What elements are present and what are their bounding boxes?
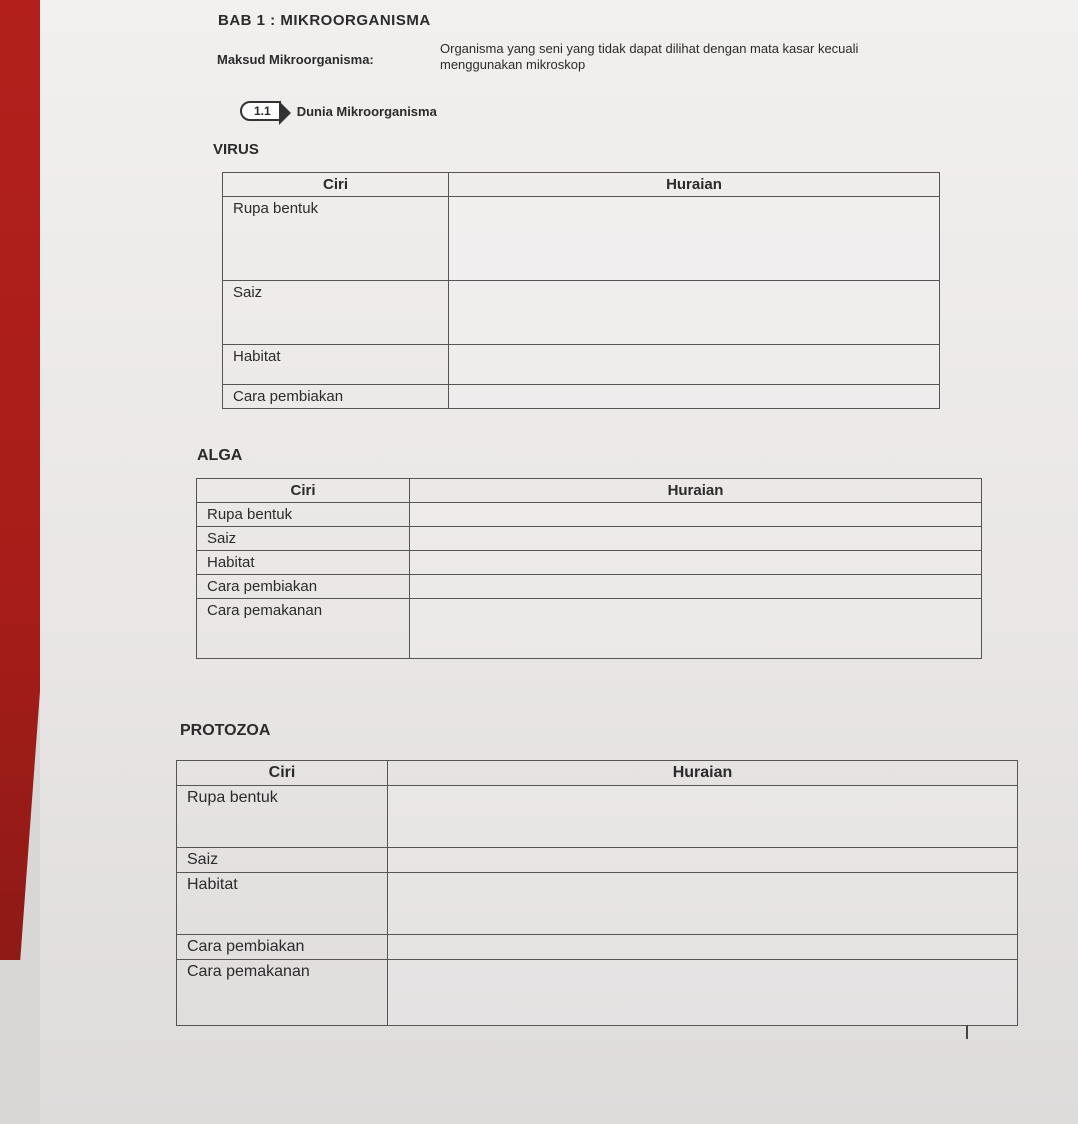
description-cell[interactable]: [388, 786, 1018, 848]
description-cell[interactable]: [410, 503, 982, 527]
row-label: Saiz: [177, 848, 388, 873]
description-cell[interactable]: [388, 848, 1018, 873]
protozoa-table: [176, 760, 1018, 1026]
header-ciri: Ciri: [197, 479, 410, 503]
header-ciri: Ciri: [223, 173, 449, 197]
row-label: Habitat: [197, 551, 410, 575]
section-title-alga: ALGA: [197, 447, 243, 464]
row-label: Cara pemakanan: [197, 599, 410, 659]
row-label: Saiz: [223, 281, 449, 345]
description-cell[interactable]: [388, 873, 1018, 935]
description-cell[interactable]: [410, 575, 982, 599]
row-label: Saiz: [197, 527, 410, 551]
row-label: Habitat: [177, 873, 388, 935]
description-cell[interactable]: [449, 281, 940, 345]
header-ciri: Ciri: [177, 761, 388, 786]
alga-table: [196, 478, 982, 659]
description-cell[interactable]: [449, 197, 940, 281]
row-label: Rupa bentuk: [197, 503, 410, 527]
row-label: Cara pemakanan: [177, 960, 388, 1026]
description-cell[interactable]: [388, 935, 1018, 960]
section-title-virus: VIRUS: [213, 141, 259, 158]
row-label: Habitat: [223, 345, 449, 385]
chapter-title: BAB 1 : MIKROORGANISMA: [218, 12, 431, 29]
section-title-protozoa: PROTOZOA: [180, 722, 271, 739]
row-label: Cara pembiakan: [223, 385, 449, 409]
row-label: Rupa bentuk: [177, 786, 388, 848]
header-huraian: Huraian: [449, 173, 940, 197]
subsection-title: Dunia Mikroorganisma: [296, 103, 437, 119]
definition-text: Organisma yang seni yang tidak dapat dilihat dengan mata kasar kecuali menggunakan mikroskop: [440, 41, 859, 72]
description-cell[interactable]: [410, 551, 982, 575]
row-label: Cara pembiakan: [197, 575, 410, 599]
header-huraian: Huraian: [388, 761, 1018, 786]
description-cell[interactable]: [410, 599, 982, 659]
description-cell[interactable]: [449, 385, 940, 409]
virus-table: [222, 172, 940, 409]
pen-mark: [966, 1025, 968, 1039]
row-label: Cara pembiakan: [177, 935, 388, 960]
header-huraian: Huraian: [410, 479, 982, 503]
row-label: Rupa bentuk: [223, 197, 449, 281]
description-cell[interactable]: [449, 345, 940, 385]
subsection-number-badge: 1.1: [240, 101, 281, 121]
definition-label: Maksud Mikroorganisma:: [217, 52, 374, 67]
description-cell[interactable]: [410, 527, 982, 551]
description-cell[interactable]: [388, 960, 1018, 1026]
subsection-heading: [240, 101, 437, 121]
